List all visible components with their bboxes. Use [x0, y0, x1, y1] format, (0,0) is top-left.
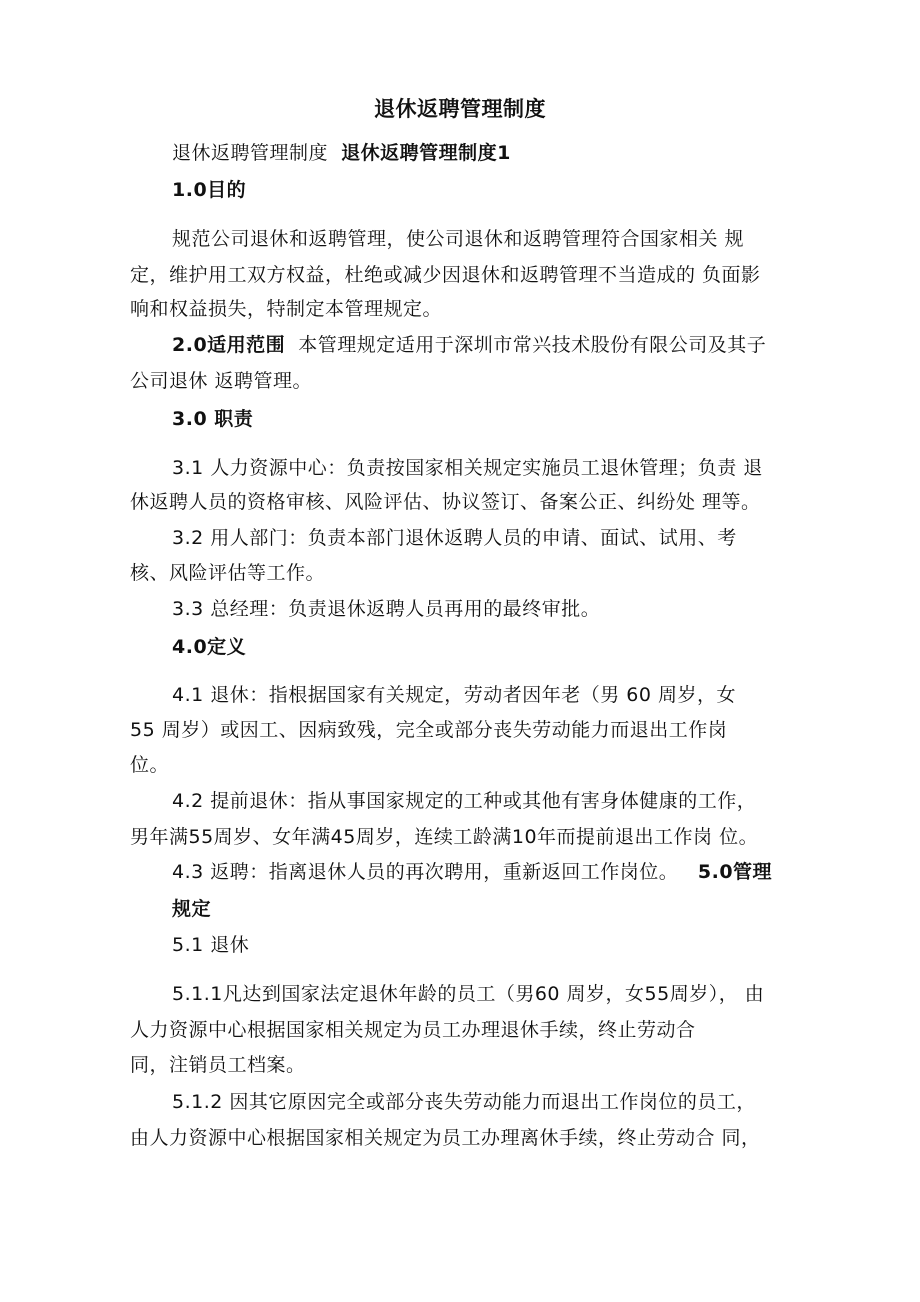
paragraph-line: 规范公司退休和返聘管理，使公司退休和返聘管理符合国家相关 规: [172, 228, 745, 250]
section-heading-management-cont: 规定: [172, 898, 212, 920]
paragraph-line: 核、风险评估等工作。: [130, 562, 326, 584]
paragraph-line: 由人力资源中心根据国家相关规定为员工办理离休手续，终止劳动合 同，: [130, 1127, 761, 1149]
section-heading-purpose: 1.0目的: [172, 179, 247, 201]
paragraph-line: 响和权益损失，特制定本管理规定。: [130, 298, 443, 320]
paragraph-line: 定，维护用工双方权益，杜绝或减少因退休和返聘管理不当造成的 负面影: [130, 264, 761, 286]
section-heading-definitions: 4.0定义: [172, 636, 247, 658]
paragraph-line: 3.3 总经理：负责退休返聘人员再用的最终审批。: [172, 598, 601, 620]
scope-text: 本管理规定适用于深圳市常兴技术股份有限公司及其子: [298, 334, 767, 356]
paragraph-line: 5.1.2 因其它原因完全或部分丧失劳动能力而退出工作岗位的员工，: [172, 1091, 756, 1113]
paragraph-line: 人力资源中心根据国家相关规定为员工办理退休手续，终止劳动合: [130, 1019, 696, 1041]
definition-rehire: 4.3 返聘：指离退休人员的再次聘用，重新返回工作岗位。: [172, 861, 679, 883]
paragraph-line: 5.1.1凡达到国家法定退休年龄的员工（男60 周岁，女55周岁）， 由: [172, 983, 765, 1005]
subtitle-line: [172, 142, 511, 164]
paragraph-line: 公司退休 返聘管理。: [130, 370, 313, 392]
subtitle-plain: 退休返聘管理制度: [172, 142, 329, 164]
paragraph-line: 休返聘人员的资格审核、风险评估、协议签订、备案公正、纠纷处 理等。: [130, 491, 761, 513]
section-heading-duties: 3.0 职责: [172, 408, 254, 430]
subsection-heading-retirement: 5.1 退休: [172, 934, 250, 956]
paragraph-line: 3.1 人力资源中心：负责按国家相关规定实施员工退休管理；负责 退: [172, 457, 763, 479]
paragraph-line: [172, 861, 772, 883]
section-heading-scope: 2.0适用范围: [172, 334, 286, 356]
paragraph-line: 位。: [130, 754, 170, 776]
paragraph-line: 4.1 退休：指根据国家有关规定，劳动者因年老（男 60 周岁，女: [172, 684, 737, 706]
section-heading-management: 5.0管理: [697, 861, 773, 883]
subtitle-bold: 退休返聘管理制度1: [341, 142, 511, 164]
paragraph-line: 4.2 提前退休：指从事国家规定的工种或其他有害身体健康的工作，: [172, 790, 757, 812]
paragraph-line: 55 周岁）或因工、因病致残，完全或部分丧失劳动能力而退出工作岗: [130, 719, 728, 741]
paragraph-line: 同，注销员工档案。: [130, 1054, 306, 1076]
paragraph-line: 3.2 用人部门：负责本部门退休返聘人员的申请、面试、试用、考: [172, 527, 737, 549]
document-title: 退休返聘管理制度: [374, 97, 546, 121]
scope-line: [172, 334, 766, 356]
paragraph-line: 男年满55周岁、女年满45周岁，连续工龄满10年而提前退出工作岗 位。: [130, 826, 759, 848]
